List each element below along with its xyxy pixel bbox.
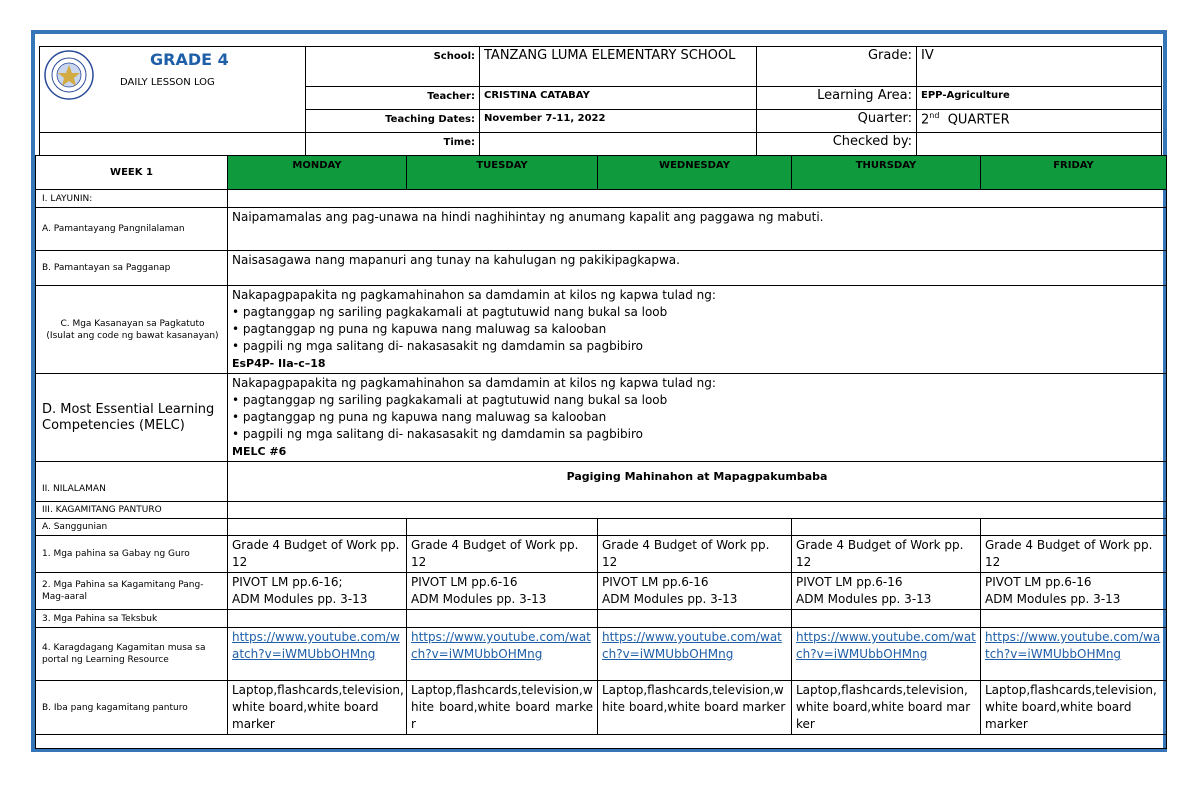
day-thursday: THURSDAY — [792, 156, 981, 190]
link-thursday[interactable]: https://www.youtube.com/watch?v=iWMUbbOHMng — [792, 628, 981, 681]
checked-by-label: Checked by: — [757, 133, 917, 156]
sanggunian-label: A. Sanggunian — [36, 519, 228, 536]
grade-title: GRADE 4 — [150, 50, 229, 69]
school-label: School: — [306, 47, 480, 87]
gabay-tuesday: Grade 4 Budget of Work pp. 12 — [407, 536, 598, 573]
school-value: TANZANG LUMA ELEMENTARY SCHOOL — [480, 47, 757, 87]
iba-wednesday: Laptop,flashcards,television,white board,white board marker — [598, 681, 792, 735]
pivot-monday: PIVOT LM pp.6-16; ADM Modules pp. 3-13 — [228, 573, 407, 610]
dates-label: Teaching Dates: — [306, 110, 480, 133]
kasanayan-code: EsP4P- IIa-c–18 — [232, 357, 326, 370]
nilalaman-text: Pagiging Mahinahon at Mapagpakumbaba — [228, 462, 1167, 502]
header-blank-cell — [40, 133, 306, 156]
pivot-tuesday: PIVOT LM pp.6-16 ADM Modules pp. 3-13 — [407, 573, 598, 610]
pamantayan-pagganap-label: B. Pamantayan sa Pagganap — [36, 251, 228, 286]
melc-label: D. Most Essential Learning Competencies (MELC) — [36, 374, 228, 462]
kagamitan-label: III. KAGAMITANG PANTURO — [36, 502, 228, 519]
gabay-label: 1. Mga pahina sa Gabay ng Guro — [36, 536, 228, 573]
time-value — [480, 133, 757, 156]
gabay-friday: Grade 4 Budget of Work pp. 12 — [981, 536, 1167, 573]
pamantayang-pangnilalaman-label: A. Pamantayang Pangnilalaman — [36, 208, 228, 251]
log-title: DAILY LESSON LOG — [120, 77, 215, 88]
nilalaman-label: II. NILALAMAN — [36, 462, 228, 502]
lesson-log-table — [35, 155, 1167, 749]
time-label: Time: — [306, 133, 480, 156]
table-footer-blank — [36, 735, 1167, 749]
iba-thursday: Laptop,flashcards,television,white board,white board marker — [792, 681, 981, 735]
teacher-value: CRISTINA CATABAY — [480, 87, 757, 110]
melc-text: Nakapagpapakita ng pagkamahinahon sa damdamin at kilos ng kapwa tulad ng: • pagtanggap ng sariling pagkakamali at pagtutuwid nang bukal sa loob • pagtanggap ng puna ng kapuwa nang maluwag sa kalooban • pagpili ng mga salitang di- nakasasakit ng damdamin sa pagbibiro MELC #6 — [228, 374, 1167, 462]
checked-by-value — [917, 133, 1162, 156]
teacher-label: Teacher: — [306, 87, 480, 110]
gabay-thursday: Grade 4 Budget of Work pp. 12 — [792, 536, 981, 573]
link-tuesday[interactable]: https://www.youtube.com/watch?v=iWMUbbOHMng — [407, 628, 598, 681]
kagamitan-mag-aaral-label: 2. Mga Pahina sa Kagamitang Pang-Mag-aaral — [36, 573, 228, 610]
learning-area-value: EPP-Agriculture — [917, 87, 1162, 110]
pivot-friday: PIVOT LM pp.6-16 ADM Modules pp. 3-13 — [981, 573, 1167, 610]
kasanayan-label: C. Mga Kasanayan sa Pagkatuto (Isulat ang code ng bawat kasanayan) — [36, 286, 228, 374]
link-friday[interactable]: https://www.youtube.com/watch?v=iWMUbbOHMng — [981, 628, 1167, 681]
gabay-monday: Grade 4 Budget of Work pp. 12 — [228, 536, 407, 573]
grade-label: Grade: — [757, 47, 917, 87]
quarter-label: Quarter: — [757, 110, 917, 133]
teksbuk-label: 3. Mga Pahina sa Teksbuk — [36, 610, 228, 628]
pivot-thursday: PIVOT LM pp.6-16 ADM Modules pp. 3-13 — [792, 573, 981, 610]
link-monday[interactable]: https://www.youtube.com/watch?v=iWMUbbOHMng — [228, 628, 407, 681]
pamantayang-pangnilalaman-text: Naipamamalas ang pag-unawa na hindi naghihintay ng anumang kapalit ang paggawa ng mabuti. — [228, 208, 1167, 251]
learning-area-label: Learning Area: — [757, 87, 917, 110]
week-label: WEEK 1 — [36, 156, 228, 190]
layunin-label: I. LAYUNIN: — [36, 190, 228, 208]
day-monday: MONDAY — [228, 156, 407, 190]
day-tuesday: TUESDAY — [407, 156, 598, 190]
deped-seal-icon — [43, 49, 95, 101]
gabay-wednesday: Grade 4 Budget of Work pp. 12 — [598, 536, 792, 573]
karagdagan-label: 4. Karagdagang Kagamitan musa sa portal ng Learning Resource — [36, 628, 228, 681]
quarter-value: 2nd QUARTER — [917, 110, 1162, 133]
iba-friday: Laptop,flashcards,television, white board,white board marker — [981, 681, 1167, 735]
day-friday: FRIDAY — [981, 156, 1167, 190]
header-table — [39, 46, 1162, 156]
dates-value: November 7-11, 2022 — [480, 110, 757, 133]
kagamitan-blank — [228, 502, 1167, 519]
layunin-blank — [228, 190, 1167, 208]
day-wednesday: WEDNESDAY — [598, 156, 792, 190]
header-logo-cell — [40, 47, 306, 133]
pivot-wednesday: PIVOT LM pp.6-16 ADM Modules pp. 3-13 — [598, 573, 792, 610]
iba-label: B. Iba pang kagamitang panturo — [36, 681, 228, 735]
iba-monday: Laptop,flashcards,television, white board,white board marker — [228, 681, 407, 735]
melc-code: MELC #6 — [232, 445, 287, 458]
pamantayan-pagganap-text: Naisasagawa nang mapanuri ang tunay na kahulugan ng pakikipagkapwa. — [228, 251, 1167, 286]
link-wednesday[interactable]: https://www.youtube.com/watch?v=iWMUbbOHMng — [598, 628, 792, 681]
grade-value: IV — [917, 47, 1162, 87]
kasanayan-text: Nakapagpapakita ng pagkamahinahon sa damdamin at kilos ng kapwa tulad ng: • pagtanggap ng sariling pagkakamali at pagtutuwid nang bukal sa loob • pagtanggap ng puna ng kapuwa nang maluwag sa kalooban • pagpili ng mga salitang di- nakasasakit ng damdamin sa pagbibiro EsP4P- IIa-c–18 — [228, 286, 1167, 374]
iba-tuesday: Laptop,flashcards,television,white board,white board marker — [407, 681, 598, 735]
